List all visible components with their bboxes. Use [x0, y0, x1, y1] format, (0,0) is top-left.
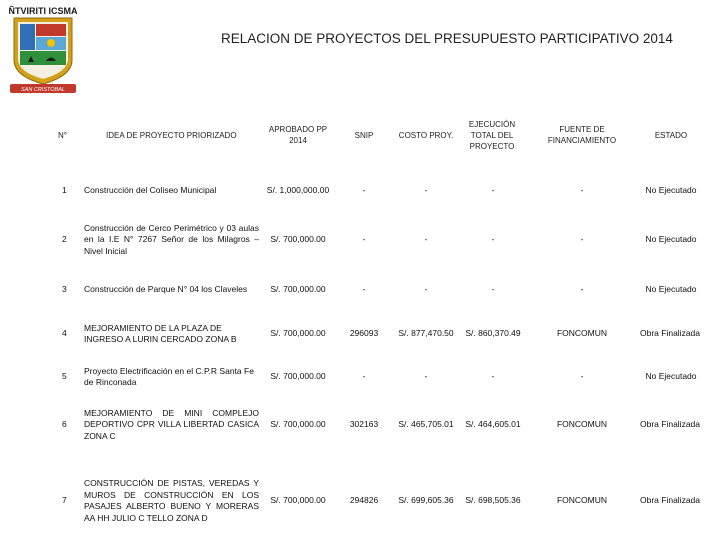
- col-header-n: N°: [58, 130, 67, 140]
- cell-fuente: FONCOMUN: [556, 328, 608, 339]
- cell-aprobado: S/. 700,000.00: [270, 284, 326, 295]
- cell-n: 2: [62, 234, 67, 245]
- table-row: [0, 473, 720, 529]
- cell-snip: 302163: [349, 419, 379, 430]
- cell-snip: -: [362, 371, 366, 382]
- cell-snip: -: [362, 185, 366, 196]
- cell-costo: -: [424, 371, 428, 382]
- cell-idea: MEJORAMIENTO DE MINI COMPLEJO DEPORTIVO CPR VILLA LIBERTAD CASICA ZONA C: [84, 407, 259, 441]
- logo-ribbon-text: SAN CRISTOBAL: [21, 87, 65, 93]
- cell-snip: -: [362, 284, 366, 295]
- cell-idea: CONSTRUCCIÓN DE PISTAS, VEREDAS Y MUROS DE CONSTRUCCIÓN EN LOS PASAJES ALBERTO BUENO Y MORERAS AA HH JULIO C TELLO ZONA D: [84, 478, 259, 523]
- cell-ejecucion: -: [491, 234, 495, 245]
- cell-estado: Obra Finalizada: [640, 495, 701, 506]
- cell-estado: No Ejecutado: [645, 284, 697, 295]
- cell-estado: No Ejecutado: [645, 234, 697, 245]
- cell-snip: -: [362, 234, 366, 245]
- cell-aprobado: S/. 700,000.00: [270, 419, 326, 430]
- cell-estado: Obra Finalizada: [640, 419, 701, 430]
- cell-fuente: -: [580, 284, 584, 295]
- col-header-snip: SNIP: [354, 130, 374, 140]
- cell-aprobado: S/. 700,000.00: [270, 234, 326, 245]
- cell-idea: Construcción de Parque N° 04 los Claveles: [84, 284, 248, 295]
- cell-costo: S/. 699,605.36: [398, 495, 454, 506]
- col-header-estado: ESTADO: [654, 130, 688, 140]
- table-row: [0, 276, 720, 304]
- cell-costo: -: [424, 185, 428, 196]
- cell-idea: Construcción de Cerco Perimétrico y 03 aulas en la I.E N° 7267 Señor de los Milagros – Nivel Inicial: [84, 222, 259, 256]
- cell-estado: No Ejecutado: [645, 371, 697, 382]
- cell-ejecucion: S/. 860,370.49: [465, 328, 521, 339]
- table-row: [0, 218, 720, 262]
- table-row: [0, 363, 720, 391]
- cell-fuente: -: [580, 234, 584, 245]
- cell-n: 5: [62, 371, 67, 382]
- cell-costo: -: [424, 234, 428, 245]
- cell-n: 1: [62, 185, 67, 196]
- col-header-idea: IDEA DE PROYECTO PRIORIZADO: [106, 130, 237, 140]
- cell-estado: Obra Finalizada: [640, 328, 701, 339]
- cell-fuente: FONCOMUN: [556, 419, 608, 430]
- logo-text: ÑTVIRITI ICSMA: [8, 6, 78, 16]
- cell-aprobado: S/. 1,000,000.00: [266, 185, 330, 196]
- cell-snip: 296093: [349, 328, 379, 339]
- cell-ejecucion: -: [491, 284, 495, 295]
- col-header-ejecucion: EJECUCIÓN TOTAL DEL PROYECTO: [468, 119, 516, 151]
- page-title: RELACION DE PROYECTOS DEL PRESUPUESTO PARTICIPATIVO 2014: [221, 31, 673, 46]
- cell-n: 7: [62, 495, 67, 506]
- cell-n: 4: [62, 328, 67, 339]
- cell-ejecucion: S/. 464,605.01: [465, 419, 521, 430]
- cell-idea: Construcción del Coliseo Municipal: [84, 185, 217, 196]
- cell-costo: -: [424, 284, 428, 295]
- table-row: [0, 403, 720, 447]
- cell-ejecucion: -: [491, 185, 495, 196]
- cell-ejecucion: S/. 698,505.36: [465, 495, 521, 506]
- table-header: [0, 108, 720, 174]
- col-header-costo: COSTO PROY.: [398, 130, 454, 140]
- cell-costo: S/. 465,705.01: [398, 419, 454, 430]
- cell-aprobado: S/. 700,000.00: [270, 371, 326, 382]
- cell-n: 3: [62, 284, 67, 295]
- cell-idea: Proyecto Electrificación en el C.P.R Santa Fe de Rinconada: [84, 365, 254, 387]
- cell-fuente: -: [580, 371, 584, 382]
- cell-fuente: -: [580, 185, 584, 196]
- col-header-aprobado: APROBADO PP 2014: [268, 125, 328, 145]
- municipal-logo: [6, 4, 80, 96]
- cell-n: 6: [62, 419, 67, 430]
- cell-idea: MEJORAMIENTO DE LA PLAZA DE INGRESO A LURIN CERCADO ZONA B: [84, 322, 237, 344]
- cell-snip: 294826: [349, 495, 379, 506]
- cell-aprobado: S/. 700,000.00: [270, 495, 326, 506]
- table-row: [0, 177, 720, 205]
- col-header-fuente: FUENTE DE FINANCIAMIENTO: [547, 125, 617, 145]
- cell-fuente: FONCOMUN: [556, 495, 608, 506]
- cell-estado: No Ejecutado: [645, 185, 697, 196]
- cell-ejecucion: -: [491, 371, 495, 382]
- cell-aprobado: S/. 700,000.00: [270, 328, 326, 339]
- cell-costo: S/. 877,470.50: [398, 328, 454, 339]
- table-row: [0, 316, 720, 352]
